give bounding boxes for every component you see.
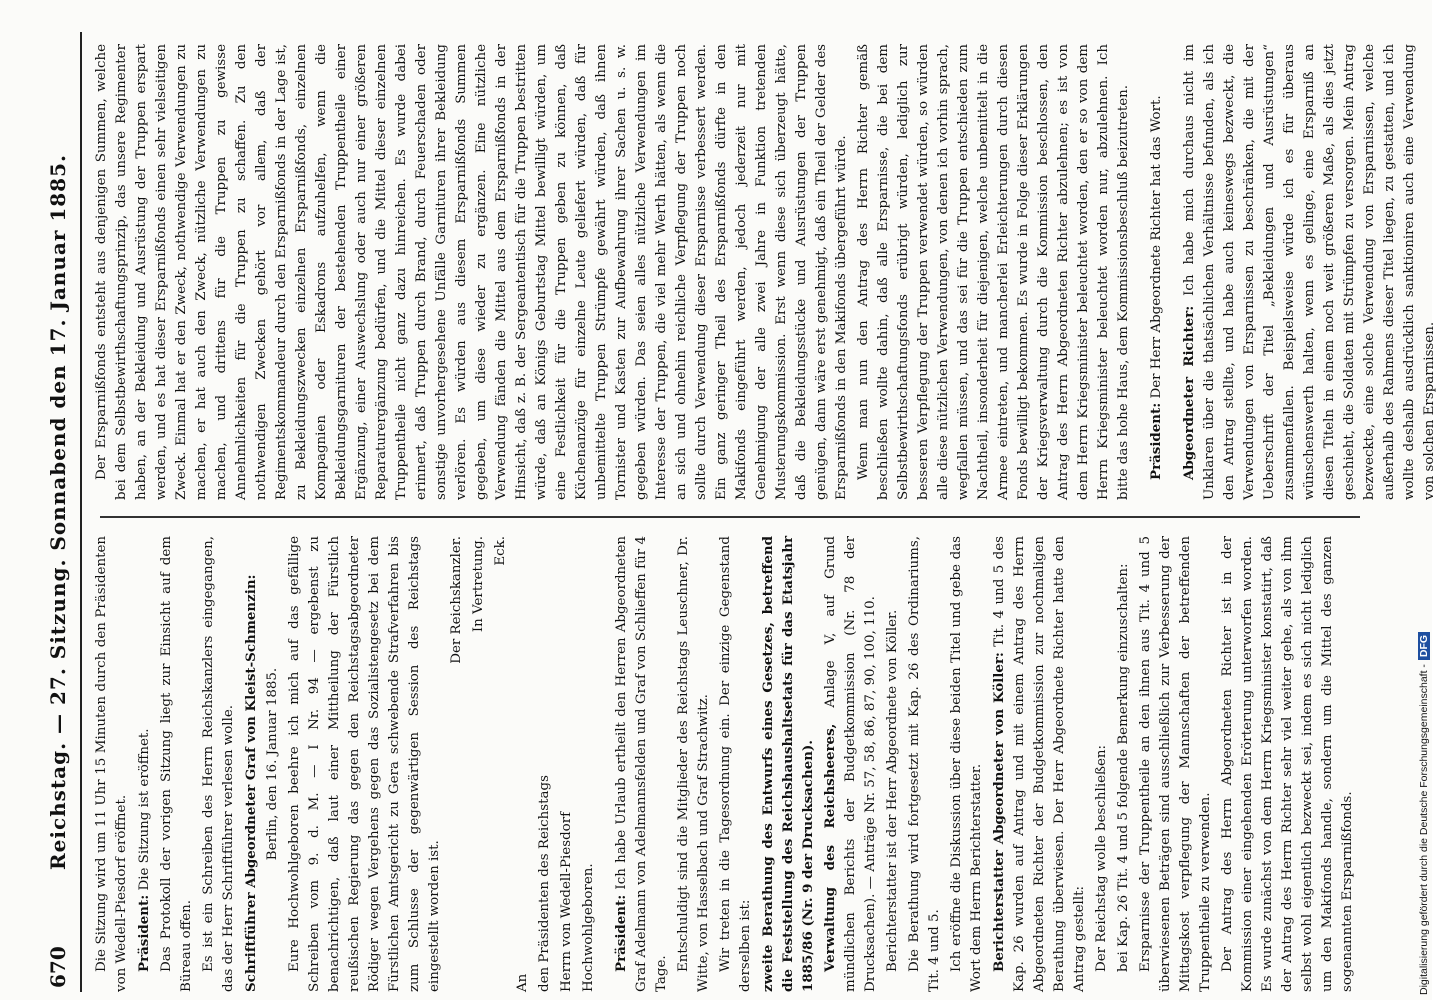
right-column [92,44,1437,500]
address: den Präsidenten des Reichstags [537,775,552,992]
paragraph: Die Sitzung wird um 11 Uhr 15 Minuten durch den Präsidenten von Wedell-Piesdorf eröffnet. [94,536,129,992]
speaker: Präsident: [1148,402,1164,480]
paragraph: bei Kap. 26 Tit. 4 und 5 folgende Bemerkung einzuschalten: [1116,563,1131,972]
paragraph: Der Ersparnißfonds entsteht aus denjenigen Summen, welche bei dem Selbstbewirthschaftungsprinzip, das unsere Regimenter haben, an der Bekleidung und Ausrüstung der Truppen erspart werden, und es hat dieser Ersparnißfonds einen sehr vielseitigen Zweck. Einmal hat er den Zweck, nothwendige Verwendungen zu machen, er hat auch den Zweck, nützliche Verwendungen zu machen, und drittens für die Truppen zu gewisse Annehmlichkeiten für die Truppen zu schaffen. Zu den nothwendigen Zwecken gehört vor allem, daß der Regimentskommandeur durch den Ersparnißfonds in der Lage ist, zu Bekleidungszwecken einzelnen Ersparnißfonds, einzelnen Kompagnien oder Eskadrons aufzuhelfen, wenn die Bekleidungsgarnituren der bestehenden Truppentheile einer Ergänzung, einer Auswechslung oder auch nur einer größeren Reparaturergänzung bedürfen, und die Mittel dieser einzelnen Truppentheile nicht ganz dazu hinreichen. Es wurde dabei erinnert, daß Truppen durch Brand, durch Feuerschaden oder sonstige unvorhergesehene Unfälle Garnituren ihrer Bekleidung verlören. Es würden aus diesem Ersparnißfonds Summen gegeben, um diese wieder zu ergänzen. Eine nützliche Verwendung fänden die Mittel aus dem Ersparnißfonds in der Hinsicht, daß z. B. der Sergeantentisch für die Truppen bestritten würde, daß an Königs Geburtstag Mittel bewilligt würden, um eine Festlichkeit für die Truppen geben zu können, daß Küchenanzüge für einzelne Leute geliefert würden, daß für unbemittelte Truppen Strümpfe gewährt würden, daß ihnen Tornister und Kasten zur Aufbewahrung ihrer Sachen u. s. w. gegeben würden. Das seien alles nützliche Verwendungen im Interesse der Truppen, die viel mehr Werth hätten, als wenn die an sich und ohnehin reichliche Verpflegung der Truppen noch sollte durch Verwendung dieser Ersparnisse verbessert werden. Ein ganz geringer Theil des Ersparnißfonds dürfte in den Makifonds eingeführt werden, jedoch jederzeit nur mit Genehmigung der alle zwei Jahre in Funktion tretenden Musterungskommission. Erst wenn diese sich überzeugt hätte, daß die Bekleidungsstücke und Ausrüstungen der Truppen genügen, dann wäre erst genehmigt, daß ein Theil der Gelder des Ersparnißfonds in den Makifonds übergeführt würde. [94,44,849,500]
speaker: Präsident: [136,894,152,972]
paragraph: Entschuldigt sind die Mitglieder des Reichstags Leuschner, Dr. Witte, von Hasselbach und Graf Strachwitz. [676,536,711,992]
letter-body: Eure Hochwohlgeboren beehre ich mich auf das gefällige Schreiben vom 9. d. M. — I Nr. 94 — ergebenst zu benachrichtigen, daß laut einer Mittheilung der Fürstlich reußischen Regierung das gegen den Reichstagsabgeordneter Rödiger wegen Vergehens gegen das Sozialistengesetz bei dem Fürstlichen Amtsgericht zu Gera schwebende Strafverfahren bis zum Schlusse der gegenwärtigen Session des Reichstags eingestellt worden ist. [287,536,442,992]
paragraph [611,536,672,992]
paragraph [1179,44,1440,500]
speech: Ich habe mich durchaus nicht im Unklaren über die thatsächlichen Verhältnisse befunden, als ich den Antrag stellte, und habe auch keineswegs bezweckt, die Verwendungen von Ersparnissen zu beschränken, die mit der Ueberschrift der Titel „Bekleidungen und Ausrüstungen“ zusammenfallen. Beispielsweise würde ich es für überaus wünschenswerth halten, wenn es gelinge, eine Ersparniß an diesen Titeln in einem noch weit größeren Maße, als dies jetzt geschieht, die Soldaten mit Strümpfen zu versorgen. Mein Antrag bezweckte, eine solche Verwendung von Ersparnissen, welche außerhalb des Rahmens dieser Titel liegen, zu gestatten, und ich wollte deshalb ausdrücklich sanktioniren auch eine Verwendung von solchen Ersparnissen. [1182,44,1437,500]
paragraph: Wenn man nun den Antrag des Herrn Richter gemäß beschließen wollte dahin, daß alle Ersparnisse, die bei dem Selbstbewirthschaftungsfonds erübrigt würden, lediglich zur besseren Verpflegung der Truppen verwendet würden, so würden alle diese nützlichen Verwendungen, von denen ich vorhin sprach, wegfallen müssen, und das sei für die Truppen entschieden zum Nachtheil, insonderheit für diejenigen, welche unbemittelt in die Armee eintreten, und mancherlei Erleichterungen durch diesen Fonds bewilligt bekommen. Es wurde in Folge dieser Erklärungen der Kriegsverwaltung durch die Kommission beschlossen, den Antrag des Herrn Abgeordneten Richter abzulehnen; es ist von dem Herrn Kriegsminister beleuchtet worden, den er so von dem Herrn Kriegsminister beleuchtet worden nur, abzulehnen. Ich bitte das hohe Haus, dem Kommissionsbeschluß beizutreten. [856,44,1131,500]
funding-text: Digitalisierung gefördert durch die Deutsche Forschungsgemeinschaft - [1418,664,1430,995]
letter-date: Berlin, den 16. Januar 1885. [265,667,280,861]
speaker: Abgeordneter Richter: [1181,305,1197,480]
address: Hochwohlgeboren. [581,863,596,992]
digitization-notice [1418,255,1432,995]
dfg-logo: DFG [1418,632,1430,660]
agenda-item: zweite Berathung des Entwurfs eines Gesetzes, betreffend die Feststellung des Reichshaushaltsetats für das Etatsjahr 1885/86 (Nr. 9 der Drucksachen). [760,536,816,992]
paragraph [1146,44,1167,500]
paragraph: Die Berathung wird fortgesetzt mit Kap. 26 des Ordinariums, Tit. 4 und 5. [907,536,942,992]
paragraph: Ich eröffne die Diskussion über diese beiden Titel und gebe das Wort dem Herrn Berichterstatter. [949,536,984,992]
speech: Die Sitzung ist eröffnet. [137,728,152,891]
column-divider [100,516,1360,518]
page-number: 670 [46,946,70,988]
paragraph: Berichterstatter ist der Herr Abgeordnete von Köller. [885,609,900,972]
paragraph [820,536,881,992]
paragraph [989,536,1090,992]
speech: Tit. 4 und 5 des Kap. 26 wurden auf Antrag und mit einem Antrag des Herrn Abgeordneten Richter der Budgetkommission zur nochmaligen Berathung überwiesen. Der Herr Abgeordnete Richter hatte den Antrag gestellt: [992,536,1087,992]
speaker: Berichterstatter Abgeordneter von Köller: [991,652,1007,972]
quoted-motion: Ersparnisse der Truppentheile an den ihnen aus Tit. 4 und 5 überwiesenen Beträgen sind ausschließlich zur Verbesserung der Mittagskost verpflegung der Mannschaften der betreffenden Truppentheile zu verwenden. [1138,536,1213,992]
paragraph: Wir treten in die Tagesordnung ein. Der einzige Gegenstand derselben ist: [718,536,753,992]
letter-signature: In Vertretung. [471,536,486,633]
letter-signature: Der Reichskanzler. [449,536,464,664]
letter-signature: Eck. [493,536,508,566]
address: An [515,973,530,992]
speech: Ich habe Urlaub ertheilt den Herren Abgeordneten Graf Adelmann von Adelmannsfelden und Graf von Schlieffen für 4 Tage. [614,536,669,992]
speaker: Präsident: [613,894,629,972]
address: Herrn von Wedell-Piesdorf [559,811,574,992]
speaker-heading: Schriftführer Abgeordneter Graf von Kleist-Schmenzin: [243,574,259,992]
left-column [92,536,1372,992]
running-title: Reichstag. — 27. Sitzung. Sonnabend den 17. Januar 1885. [46,154,70,870]
paragraph: Es ist ein Schreiben des Herrn Reichskanzlers eingegangen, das der Herr Schriftführer verlesen wolle. [201,536,236,992]
page-header [40,32,82,992]
speech: Der Herr Abgeordnete Richter hat das Wort. [1149,95,1164,399]
paragraph: Das Protokoll der vorigen Sitzung liegt zur Einsicht auf dem Büreau offen. [159,536,194,992]
paragraph: Der Reichstag wolle beschließen: [1094,744,1109,972]
paragraph: Der Antrag des Herrn Abgeordneten Richter ist in der Kommission einer eingehenden Erörterung unterworfen worden. Es wurde zunächst von dem Herrn Kriegsminister konstatirt, daß der Antrag des Herrn Richter sehr viel weiter gehe, als von ihm selbst wohl eigentlich bezweckt sei, indem es sich nicht lediglich um den Makifonds handle, sondern um die Mittel des ganzen sogenannten Ersparnißfonds. [1220,536,1355,992]
paragraph [134,536,155,992]
section-text: Anlage V, auf Grund mündlichen Berichts der Budgetkommission (Nr. 78 der Drucksachen). — Anträge Nr. 57, 58, 86, 87, 90, 100, 110. [823,536,878,992]
section-title: Verwaltung des Reichsheeres, [822,723,838,972]
